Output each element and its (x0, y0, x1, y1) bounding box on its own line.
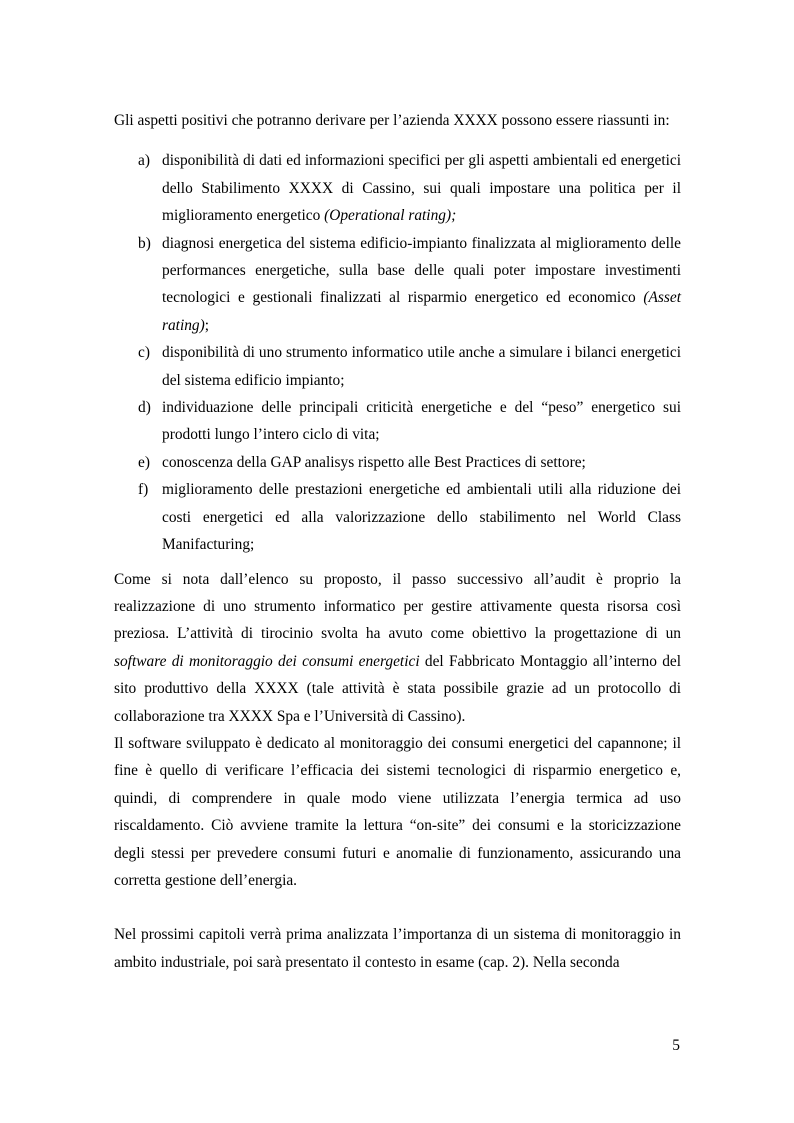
paragraph-gap (114, 894, 681, 921)
benefits-list (114, 147, 681, 558)
page-body (114, 107, 681, 976)
list-marker: d) (138, 399, 151, 417)
list-marker: a) (138, 152, 150, 170)
paragraph-software: Il software sviluppato è dedicato al monitoraggio dei consumi energetici del capannone; il fine è quello di verificare l’efficacia dei sistemi tecnologici di risparmio energetico e, quindi, di comprendere in quale modo viene utilizzata l’energia termica ad uso riscaldamento. Ciò avviene tramite la lettura “on-site” dei consumi e la storicizzazione degli stessi per prevedere consumi futuri e anomalie di funzionamento, assicurando una corretta gestione dell’energia. (114, 734, 681, 889)
paragraph-chapters: Nel prossimi capitoli verrà prima analizzata l’importanza di un sistema di monitoraggio in ambito industriale, poi sarà presentato il contesto in esame (cap. 2). Nella seconda (114, 926, 681, 971)
list-item: c) disponibilità di uno strumento informatico utile anche a simulare i bilanci energetici del sistema edificio impianto; (114, 339, 681, 394)
list-marker: b) (138, 234, 151, 252)
list-item: f) miglioramento delle prestazioni energetiche ed ambientali utili alla riduzione dei costi energetici ed alla valorizzazione dello stabilimento nel World Class Manifacturing; (114, 476, 681, 558)
list-item: b) diagnosi energetica del sistema edificio-impianto finalizzata al miglioramento delle performances energetiche, sulla base delle quali poter impostare investimenti tecnologici e gestionali finalizzati al risparmio energetico ed economico (Asset rating); (114, 230, 681, 340)
list-marker: e) (138, 453, 150, 471)
intro-paragraph: Gli aspetti positivi che potranno derivare per l’azienda XXXX possono essere riassunti in: (114, 112, 670, 129)
list-item: a) disponibilità di dati ed informazioni specifici per gli aspetti ambientali ed energetici dello Stabilimento XXXX di Cassino, sui quali impostare una politica per il miglioramento energetico (Operational rating); (114, 147, 681, 229)
list-item: d) individuazione delle principali criticità energetiche e del “peso” energetico sui prodotti lungo l’intero ciclo di vita; (114, 394, 681, 449)
page-number: 5 (672, 1037, 680, 1054)
list-marker: f) (138, 481, 149, 499)
list-marker: c) (138, 344, 150, 362)
list-item: e) conoscenza della GAP analisys rispetto alle Best Practices di settore; (114, 449, 681, 476)
paragraph-audit: Come si nota dall’elenco su proposto, il passo successivo all’audit è proprio la realizzazione di uno strumento informatico per gestire attivamente questa risorsa così preziosa. L’attività di tirocinio svolta ha avuto come obiettivo la progettazione di un software di monitoraggio dei consumi energetici del Fabbricato Montaggio all’interno del sito produttivo della XXXX (tale attività è stata possibile grazie ad un protocollo di collaborazione tra XXXX Spa e l’Università di Cassino). (114, 570, 681, 725)
